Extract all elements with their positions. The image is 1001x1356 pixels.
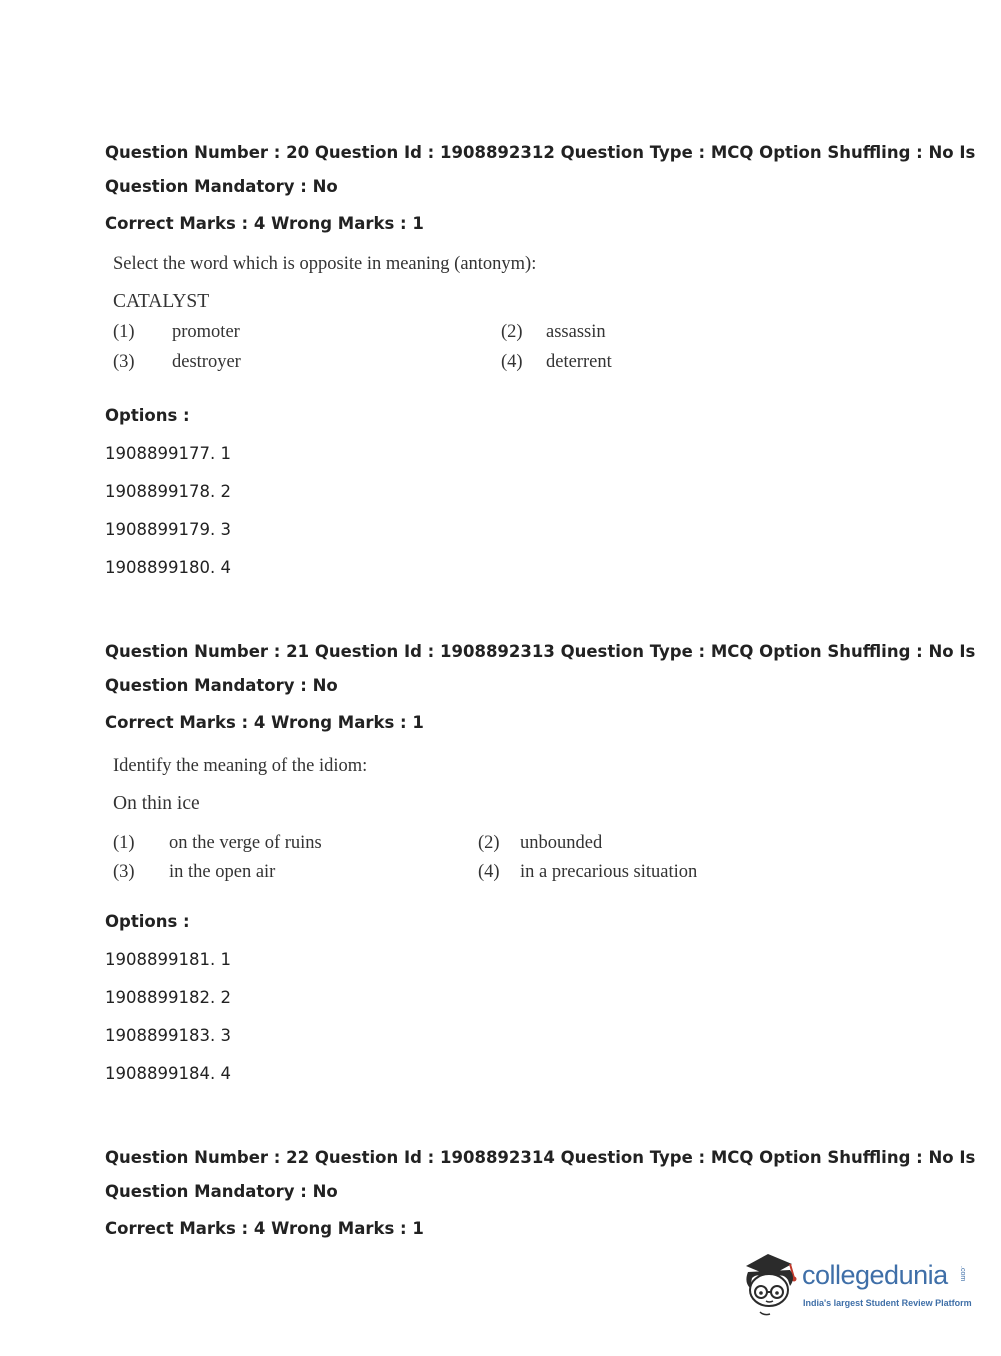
logo-suffix: .com	[959, 1266, 966, 1282]
choice-number: (1)	[113, 833, 135, 853]
choice-text: in the open air	[169, 862, 276, 882]
option-id: 1908899181. 1	[105, 950, 231, 969]
question-word: CATALYST	[113, 291, 210, 312]
question-header-line-2: Question Mandatory : No	[105, 1182, 338, 1201]
logo-wordmark: collegedunia	[802, 1260, 948, 1290]
choice-text: unbounded	[520, 833, 603, 853]
question-header	[105, 635, 976, 703]
collegedunia-logo	[740, 1248, 980, 1318]
choice-number: (2)	[501, 322, 523, 342]
choice-text: deterrent	[546, 352, 612, 372]
question-header	[105, 1141, 976, 1209]
logo-tagline: India's largest Student Review Platform	[803, 1298, 972, 1308]
choice-text: promoter	[172, 322, 240, 342]
marks-line: Correct Marks : 4 Wrong Marks : 1	[105, 713, 424, 732]
option-id: 1908899177. 1	[105, 444, 231, 463]
option-id: 1908899184. 4	[105, 1064, 231, 1083]
choice-text: on the verge of ruins	[169, 833, 322, 853]
option-id: 1908899182. 2	[105, 988, 231, 1007]
question-header-line-1: Question Number : 20 Question Id : 1908892312 Question Type : MCQ Option Shuffling : No Is	[105, 143, 976, 162]
question-header-line-2: Question Mandatory : No	[105, 177, 338, 196]
choice-text: in a precarious situation	[520, 862, 698, 882]
choice-text: destroyer	[172, 352, 241, 372]
question-header-line-1: Question Number : 21 Question Id : 1908892313 Question Type : MCQ Option Shuffling : No Is	[105, 642, 976, 661]
question-stem: Identify the meaning of the idiom:	[113, 756, 368, 776]
marks-line: Correct Marks : 4 Wrong Marks : 1	[105, 1219, 424, 1238]
question-stem: Select the word which is opposite in meaning (antonym):	[113, 254, 537, 274]
options-label: Options :	[105, 912, 190, 931]
choice-number: (1)	[113, 322, 135, 342]
choice-number: (4)	[478, 862, 500, 882]
choice-text: assassin	[546, 322, 606, 342]
question-header	[105, 136, 976, 204]
choice-number: (3)	[113, 862, 135, 882]
option-id: 1908899180. 4	[105, 558, 231, 577]
question-header-line-2: Question Mandatory : No	[105, 676, 338, 695]
choice-number: (4)	[501, 352, 523, 372]
choice-number: (3)	[113, 352, 135, 372]
question-word: On thin ice	[113, 793, 200, 814]
option-id: 1908899178. 2	[105, 482, 231, 501]
mascot-icon	[740, 1248, 802, 1318]
choice-number: (2)	[478, 833, 500, 853]
marks-line: Correct Marks : 4 Wrong Marks : 1	[105, 214, 424, 233]
options-label: Options :	[105, 406, 190, 425]
option-id: 1908899179. 3	[105, 520, 231, 539]
question-header-line-1: Question Number : 22 Question Id : 1908892314 Question Type : MCQ Option Shuffling : No Is	[105, 1148, 976, 1167]
option-id: 1908899183. 3	[105, 1026, 231, 1045]
